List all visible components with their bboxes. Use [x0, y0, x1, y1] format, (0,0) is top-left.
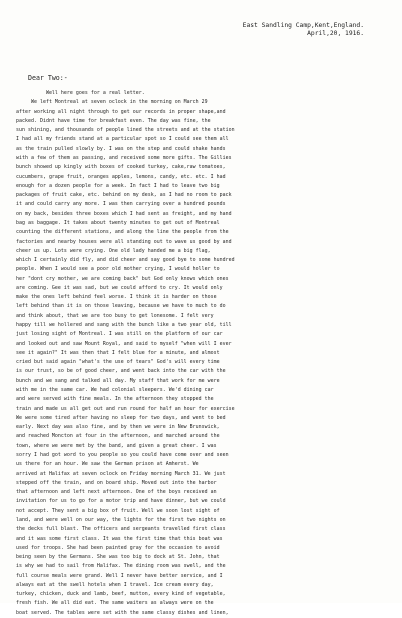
- letter-line: used for troops. She had been painted gray for the occasion to avoid: [16, 544, 220, 551]
- letter-line: bunch and we sang and talked all day. My staff that work for me were: [16, 377, 220, 384]
- letter-line: her "dont cry mother, we are coming back" but God only knows which ones: [16, 275, 229, 282]
- letter-line: turkey, chicken, duck and lamb, beef, mutton, every kind of vegetable,: [16, 591, 226, 598]
- letter-line: as the train pulled slowly by. I was on the step and could shake hands: [16, 145, 226, 152]
- letter-line: that afternoon and left next afternoon. One of the boys received an: [16, 489, 217, 496]
- letter-header: [243, 22, 364, 38]
- letter-line: on my back, besides three boxes which I had sent as freight, and my hand: [16, 210, 232, 217]
- letter-line: enough for a dozen people for a week. In fact I had to leave two big: [16, 182, 220, 189]
- letter-line: and looked out and saw Mount Royal, and said to myself "when will I ever: [16, 340, 232, 347]
- letter-line: always eat at the swell hotels when I travel. Ice cream every day,: [16, 581, 214, 588]
- letter-body: [16, 89, 390, 618]
- letter-line: land, and were well on our way, the lights for the first two nights on: [16, 516, 226, 523]
- letter-line: after working all night through to get our records in proper shape,and: [16, 108, 226, 115]
- letter-line: We left Montreal at seven oclock in the morning on March 29: [16, 99, 208, 106]
- letter-line: early. Next day was also fine, and by then we were in New Brunswick,: [16, 424, 220, 431]
- letter-line: happy till we hollered and sang with the bunch like a two year old, till: [16, 322, 232, 329]
- letter-line: the decks full blast. The officers and sergeants travelled first class: [16, 526, 226, 533]
- letter-line: Well here goes for a real letter.: [16, 90, 145, 96]
- letter-line: sun shining, and thousands of people lined the streets and at the station: [16, 127, 235, 134]
- letter-line: sorry I had got word to you people so you could have come over and seen: [16, 451, 229, 458]
- letter-line: is why we had to sail from Halifax. The dining room was swell, and the: [16, 563, 226, 570]
- letter-address: East Sandling Camp,Kent,England.: [242, 22, 364, 29]
- letter-line: are coming. Gee it was sad, but we could afford to cry. It would only: [16, 284, 223, 291]
- letter-date: April,20, 1916.: [307, 30, 364, 37]
- letter-salutation: Dear Two:-: [28, 74, 68, 82]
- letter-line: and were served with fine meals. In the afternoon they stopped the: [16, 396, 214, 403]
- letter-line: it and could carry any more. I was then carrying over a hundred pounds: [16, 201, 226, 208]
- letter-line: being seen by the Germans. She was too big to dock at St. John, that: [16, 554, 220, 561]
- letter-line: train and made us all get out and run round for half an hour for exercise: [16, 405, 235, 412]
- letter-line: people. When I would see a poor old mother crying, I would holler to: [16, 266, 220, 273]
- letter-line: make the ones left behind feel worse. I think it is harder on those: [16, 294, 217, 301]
- letter-line: full course meals were grand. Well I never have better service, and I: [16, 572, 223, 579]
- letter-line: which I certainly did fly, and did cheer and say good bye to some hundred: [16, 257, 235, 264]
- letter-line: and think about, that we are too busy to get lonesome. I felt very: [16, 312, 214, 319]
- letter-line: see it again?" It was then that I felt blue for a minute, and almost: [16, 349, 220, 356]
- letter-line: and reached Moncton at four in the afternoon, and marched around the: [16, 433, 220, 440]
- letter-line: counting the different stations, and along the line the people from the: [16, 229, 229, 236]
- letter-line: us there for an hour. We saw the German prison at Amherst. We: [16, 461, 199, 468]
- letter-line: cried but said again "what's the use of tears" God's will every time: [16, 359, 220, 366]
- letter-line: cucumbers, grape fruit, oranges apples, lemons, candy, etc. etc. I had: [16, 173, 226, 180]
- letter-line: We were some tired after having no sleep for two days, and went to bed: [16, 414, 226, 421]
- letter-line: just losing sight of Montreal. I was still on the platform of our car: [16, 331, 223, 338]
- letter-line: bunch showed up kingly with boxes of cooked turkey, cake,raw tomatoes,: [16, 164, 226, 171]
- letter-line: fresh fish. We all did eat. The same waiters as always were on the: [16, 600, 214, 607]
- letter-line: packages of fruit cake, etc. behind on my desk, as I had no room to pack: [16, 192, 232, 199]
- letter-line: arrived at Halifax at seven oclock on Friday morning March 31. We just: [16, 470, 226, 477]
- letter-line: packed. Didnt have time for breakfast even. The day was fine, the: [16, 117, 211, 124]
- letter-line: and it was some first class. It was the first time that this boat was: [16, 535, 223, 542]
- letter-line: cheer us up. Lots were crying. One old lady handed me a big flag,: [16, 247, 211, 254]
- letter-line: not accept. They sent a big box of fruit. Well we soon lost sight of: [16, 507, 220, 514]
- letter-line: with me in the same car. We had colonial sleepers. We'd dining car: [16, 387, 214, 393]
- letter-line: invitation for us to go for a motor trip and have dinner, but we could: [16, 498, 226, 505]
- letter-line: I had all my friends stand at a particular spot so I could see them all: [16, 136, 229, 143]
- letter-line: stepped off the train, and on board ship. Moved out into the harbor: [16, 479, 217, 486]
- letter-line: left behind than it is on those leaving, because we have to much to do: [16, 303, 226, 310]
- letter-line: bag as baggage. It takes about twenty minutes to get out of Montreal: [16, 219, 220, 226]
- letter-line: with a few of them as passing, and received some more gifts. The Gillies: [16, 154, 232, 161]
- letter-line: town, where we were met by the band, and given a great cheer. I was: [16, 442, 217, 449]
- letter-line: factories and nearby houses were all standing out to wave us good by and: [16, 238, 232, 245]
- letter-line: boat served. The tables were set with the same classy dishes and linen,: [16, 609, 229, 616]
- letter-line: is our trust, so be of good cheer, and went back into the car with the: [16, 368, 226, 375]
